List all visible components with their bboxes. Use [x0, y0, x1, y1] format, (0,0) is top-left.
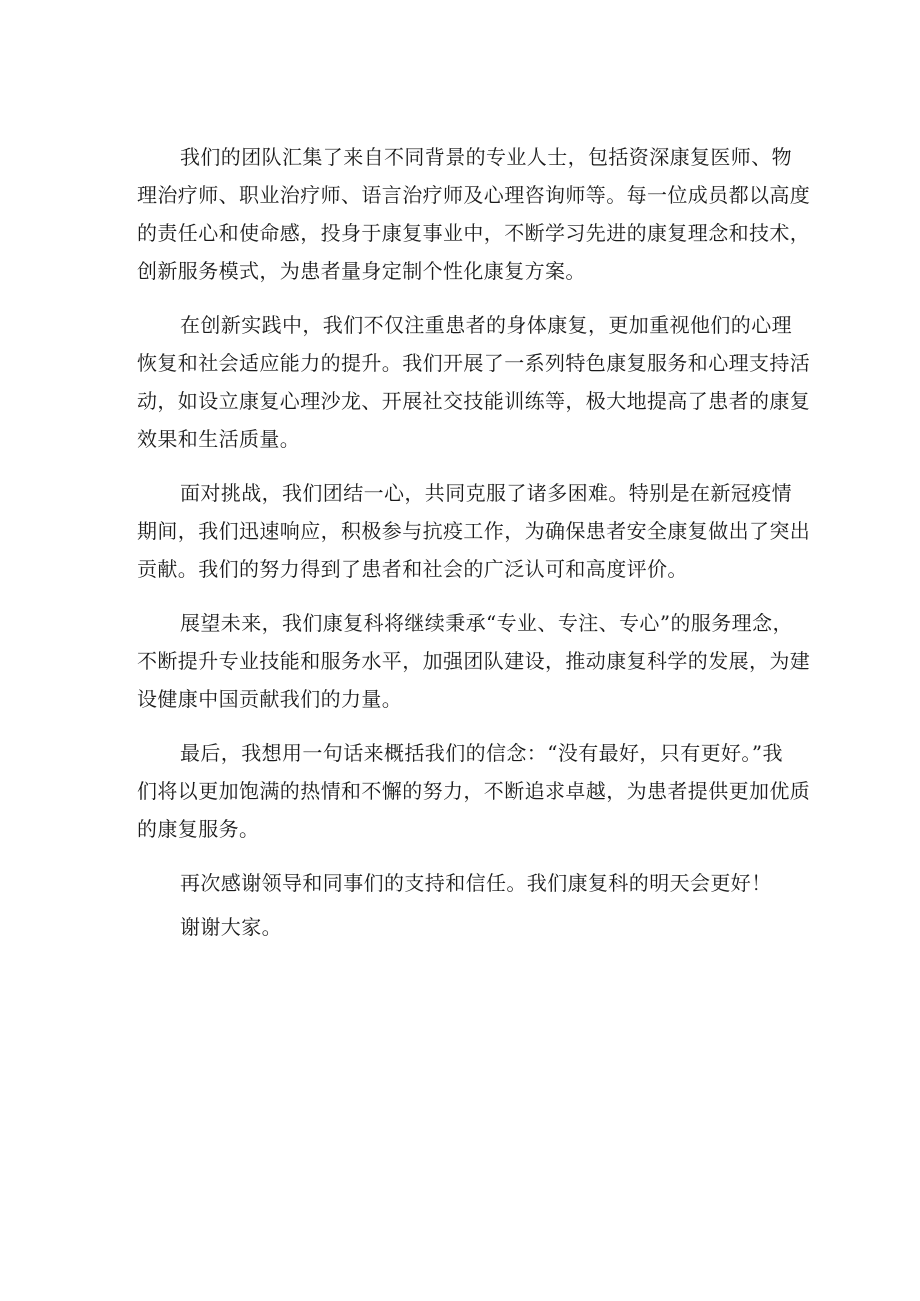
text-line: 的康复服务。	[137, 817, 260, 841]
text-line: 设健康中国贡献我们的力量。	[137, 687, 403, 711]
paragraph-closing-thanks	[137, 908, 797, 946]
paragraph-innovation-practice	[137, 306, 811, 458]
paragraph-thanks-leadership	[137, 864, 797, 902]
text-line: 谢谢大家。	[180, 915, 282, 939]
text-line: 效果和生活质量。	[137, 427, 301, 451]
text-line: 面对挑战，我们团结一心，共同克服了诸多困难。特别是在新冠疫情	[180, 481, 792, 505]
text-line: 我们的团队汇集了来自不同背景的专业人士，包括资深康复医师、物	[180, 145, 792, 169]
text-line: 在创新实践中，我们不仅注重患者的身体康复，更加重视他们的心理	[180, 313, 792, 337]
document-page	[137, 138, 811, 952]
text-line: 期间，我们迅速响应，积极参与抗疫工作，为确保患者安全康复做出了突出	[137, 519, 811, 543]
text-line: 贡献。我们的努力得到了患者和社会的广泛认可和高度评价。	[137, 557, 688, 581]
text-line: 再次感谢领导和同事们的支持和信任。我们康复科的明天会更好！	[180, 871, 772, 895]
text-line: 恢复和社会适应能力的提升。我们开展了一系列特色康复服务和心理支持活	[137, 351, 811, 375]
paragraph-facing-challenges	[137, 474, 811, 588]
text-line: 的责任心和使命感，投身于康复事业中，不断学习先进的康复理念和技术，	[137, 221, 811, 245]
text-line: 最后，我想用一句话来概括我们的信念：“没有最好，只有更好。”我	[180, 741, 783, 765]
text-line: 理治疗师、职业治疗师、语言治疗师及心理咨询师等。每一位成员都以高度	[137, 183, 811, 207]
text-line: 不断提升专业技能和服务水平，加强团队建设，推动康复科学的发展，为建	[137, 649, 811, 673]
paragraph-team-introduction	[137, 138, 811, 290]
text-line: 们将以更加饱满的热情和不懈的努力，不断追求卓越，为患者提供更加优质	[137, 779, 811, 803]
paragraph-belief-motto	[137, 734, 811, 848]
paragraph-future-outlook	[137, 604, 811, 718]
text-line: 创新服务模式，为患者量身定制个性化康复方案。	[137, 259, 586, 283]
text-line: 动，如设立康复心理沙龙、开展社交技能训练等，极大地提高了患者的康复	[137, 389, 811, 413]
text-line: 展望未来，我们康复科将继续秉承“专业、专注、专心”的服务理念，	[180, 611, 793, 635]
